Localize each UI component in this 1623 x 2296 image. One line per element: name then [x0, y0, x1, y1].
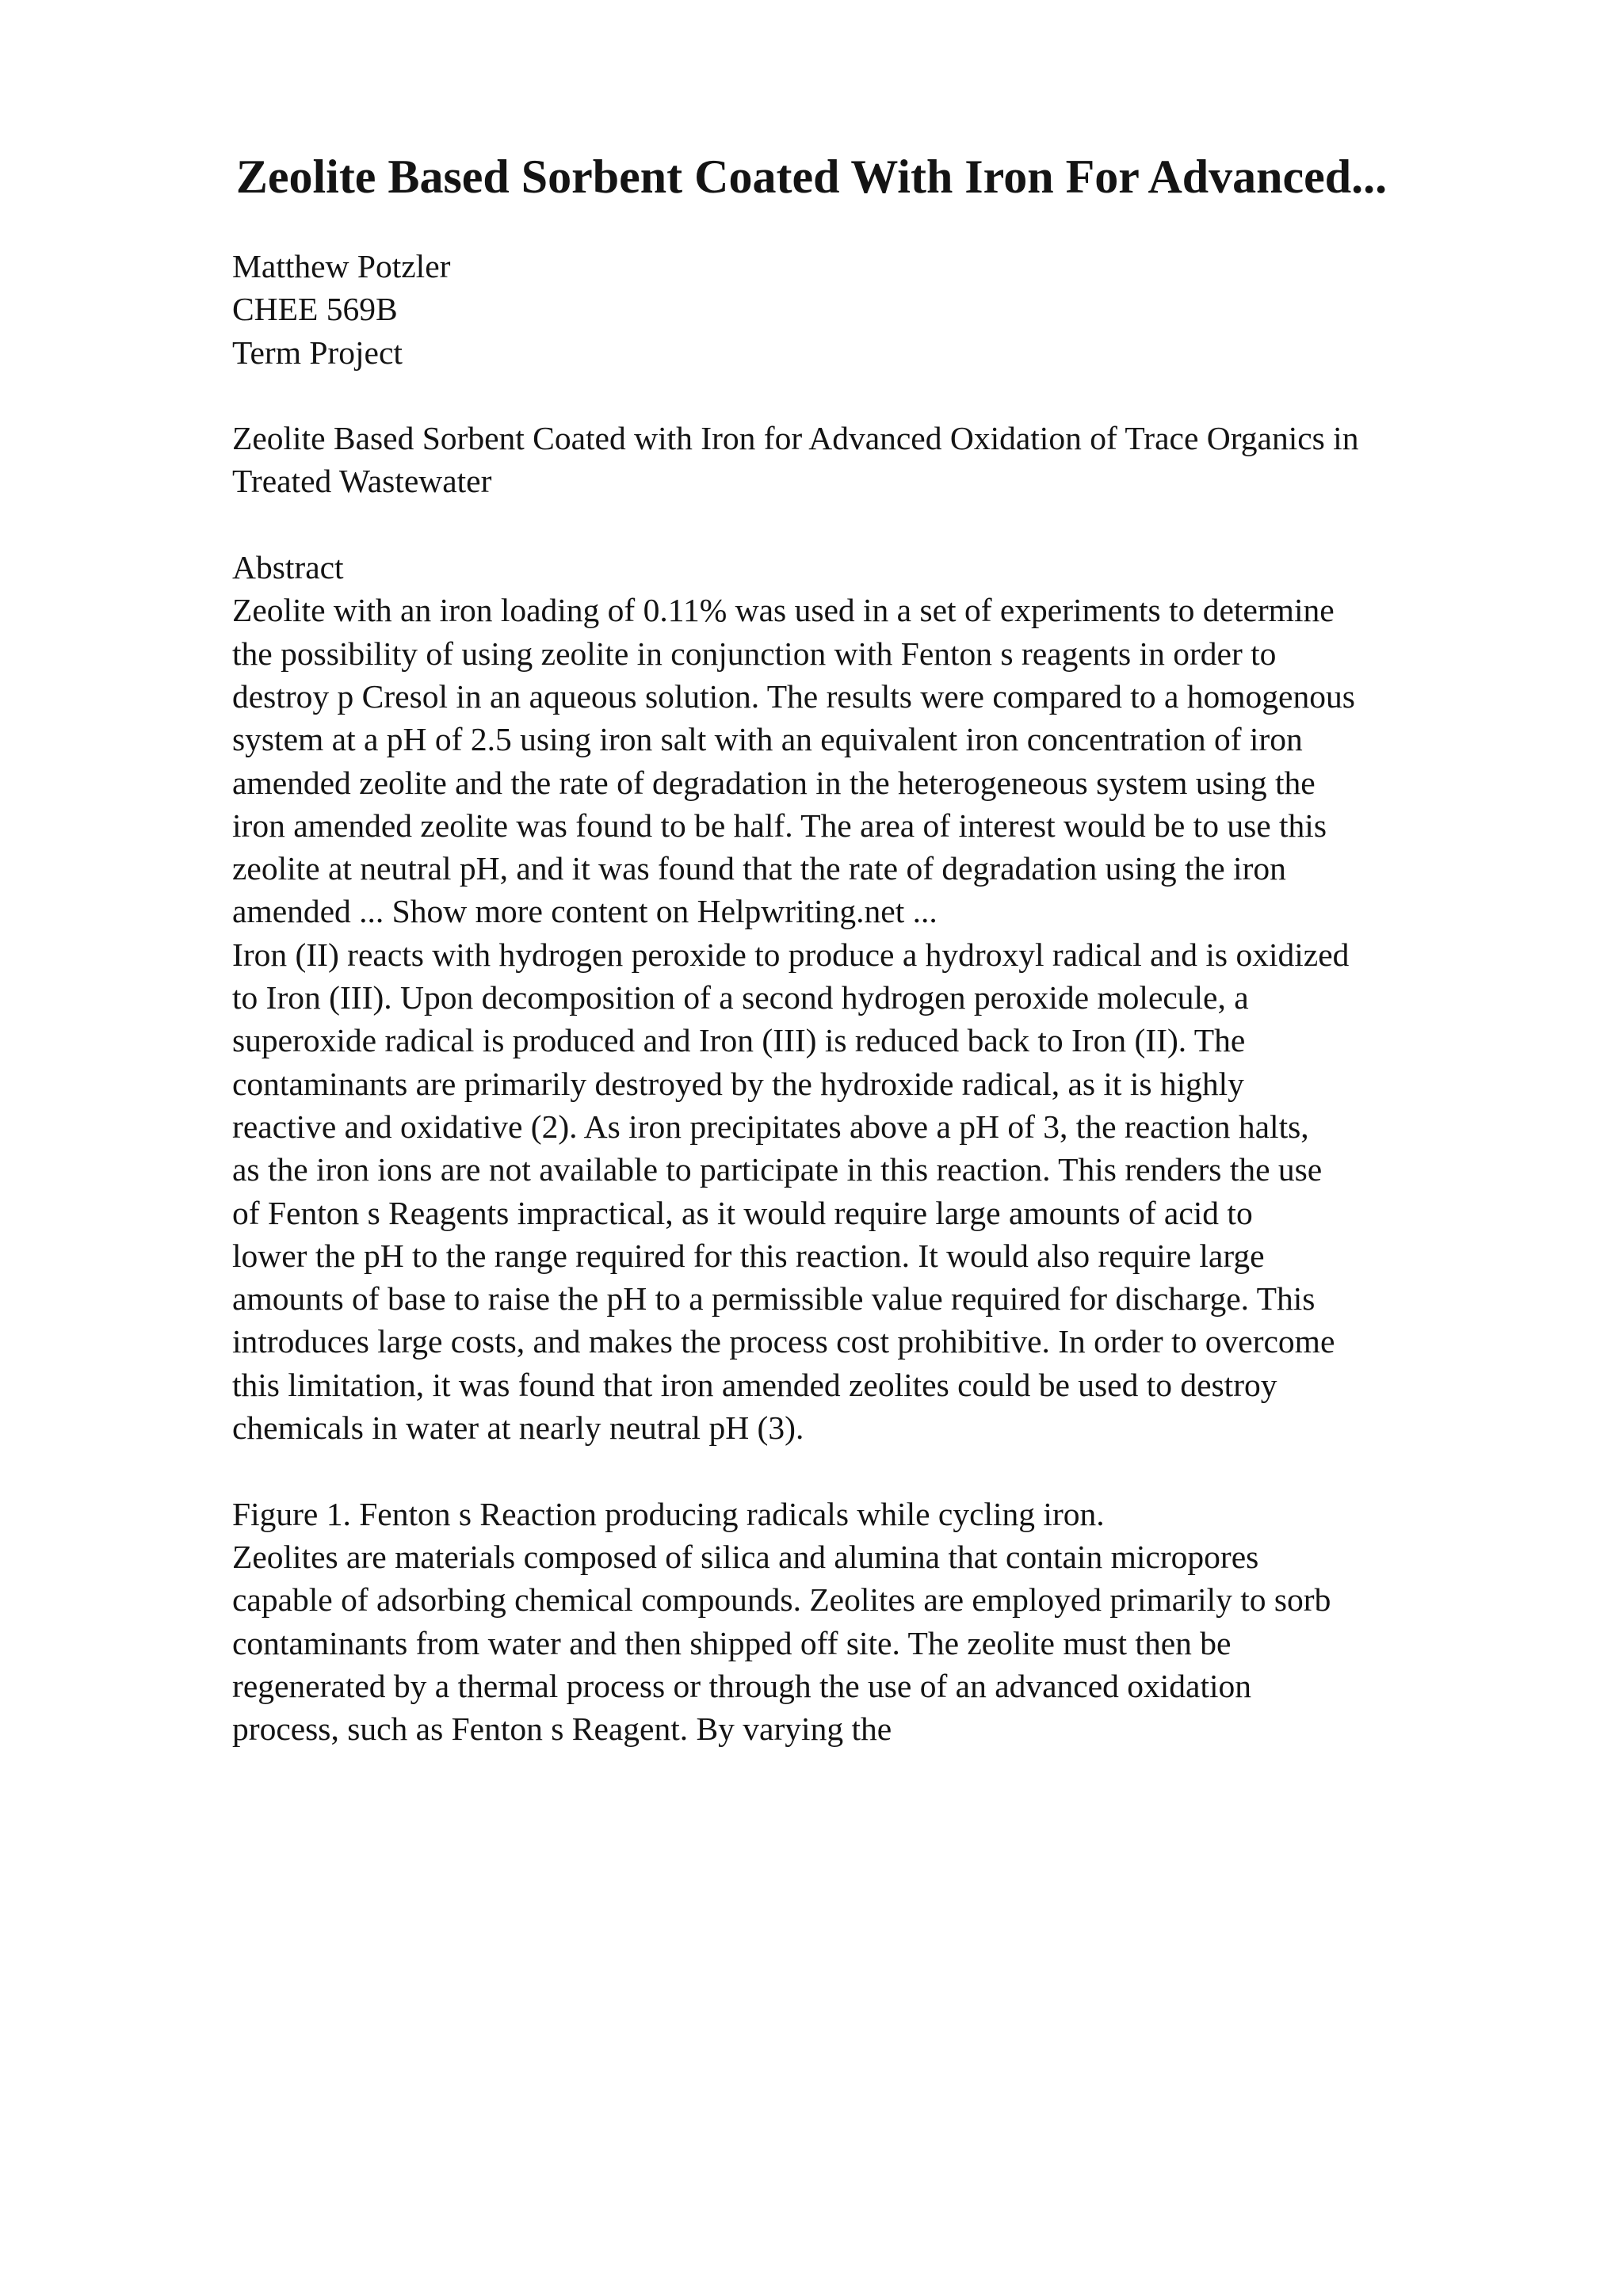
document-body: [232, 245, 1595, 1750]
abstract-line: zeolite at neutral pH, and it was found that the rate of degradation using the iron: [232, 850, 1286, 887]
abstract-line: destroy p Cresol in an aqueous solution. The results were compared to a homogenous: [232, 677, 1355, 715]
full-title-line: Zeolite Based Sorbent Coated with Iron for Advanced Oxidation of Trace Organics in: [232, 420, 1359, 457]
spacer: [232, 503, 1595, 546]
paragraph-line: this limitation, it was found that iron amended zeolites could be used to destroy: [232, 1366, 1277, 1403]
paragraph-line: reactive and oxidative (2). As iron precipitates above a pH of 3, the reaction halts,: [232, 1108, 1309, 1145]
abstract-line: amended ... Show more content on Helpwriting.net ...: [232, 893, 938, 930]
abstract-line: system at a pH of 2.5 using iron salt with an equivalent iron concentration of iron: [232, 721, 1303, 758]
figure-caption: Figure 1. Fenton s Reaction producing radicals while cycling iron.: [232, 1495, 1105, 1532]
paragraph-line: lower the pH to the range required for this reaction. It would also require large: [232, 1237, 1265, 1274]
paragraph-line: regenerated by a thermal process or through the use of an advanced oxidation: [232, 1667, 1252, 1704]
paragraph-line: introduces large costs, and makes the process cost prohibitive. In order to overcome: [232, 1323, 1335, 1360]
course-line: CHEE 569B: [232, 291, 398, 328]
paragraph-line: superoxide radical is produced and Iron (III) is reduced back to Iron (II). The: [232, 1022, 1246, 1059]
paragraph-line: as the iron ions are not available to participate in this reaction. This renders the use: [232, 1151, 1323, 1188]
abstract-line: iron amended zeolite was found to be half. The area of interest would be to use this: [232, 807, 1327, 844]
paragraph-line: to Iron (III). Upon decomposition of a second hydrogen peroxide molecule, a: [232, 979, 1249, 1016]
author-line: Matthew Potzler: [232, 248, 451, 284]
paragraph-line: process, such as Fenton s Reagent. By varying the: [232, 1711, 892, 1748]
spacer: [232, 374, 1595, 417]
abstract-line: the possibility of using zeolite in conjunction with Fenton s reagents in order to: [232, 635, 1277, 672]
spacer: [232, 1449, 1595, 1492]
full-title-line: Treated Wastewater: [232, 463, 492, 500]
paragraph-line: Zeolites are materials composed of silica and alumina that contain micropores: [232, 1538, 1259, 1575]
paragraph-line: chemicals in water at nearly neutral pH (3).: [232, 1409, 804, 1447]
document-title: Zeolite Based Sorbent Coated With Iron For Advanced...: [235, 151, 1388, 203]
paragraph-line: contaminants are primarily destroyed by the hydroxide radical, as it is highly: [232, 1065, 1244, 1102]
paragraph-line: of Fenton s Reagents impractical, as it would require large amounts of acid to: [232, 1194, 1253, 1231]
abstract-line: amended zeolite and the rate of degradation in the heterogeneous system using the: [232, 764, 1316, 801]
paragraph-line: capable of adsorbing chemical compounds. Zeolites are employed primarily to sorb: [232, 1581, 1331, 1619]
paragraph-line: amounts of base to raise the pH to a permissible value required for discharge. This: [232, 1280, 1316, 1318]
abstract-line: Zeolite with an iron loading of 0.11% was used in a set of experiments to determine: [232, 592, 1335, 629]
abstract-heading: Abstract: [232, 549, 344, 586]
assignment-line: Term Project: [232, 334, 403, 371]
paragraph-line: contaminants from water and then shipped off site. The zeolite must then be: [232, 1624, 1232, 1661]
paragraph-line: Iron (II) reacts with hydrogen peroxide to produce a hydroxyl radical and is oxidized: [232, 936, 1350, 973]
